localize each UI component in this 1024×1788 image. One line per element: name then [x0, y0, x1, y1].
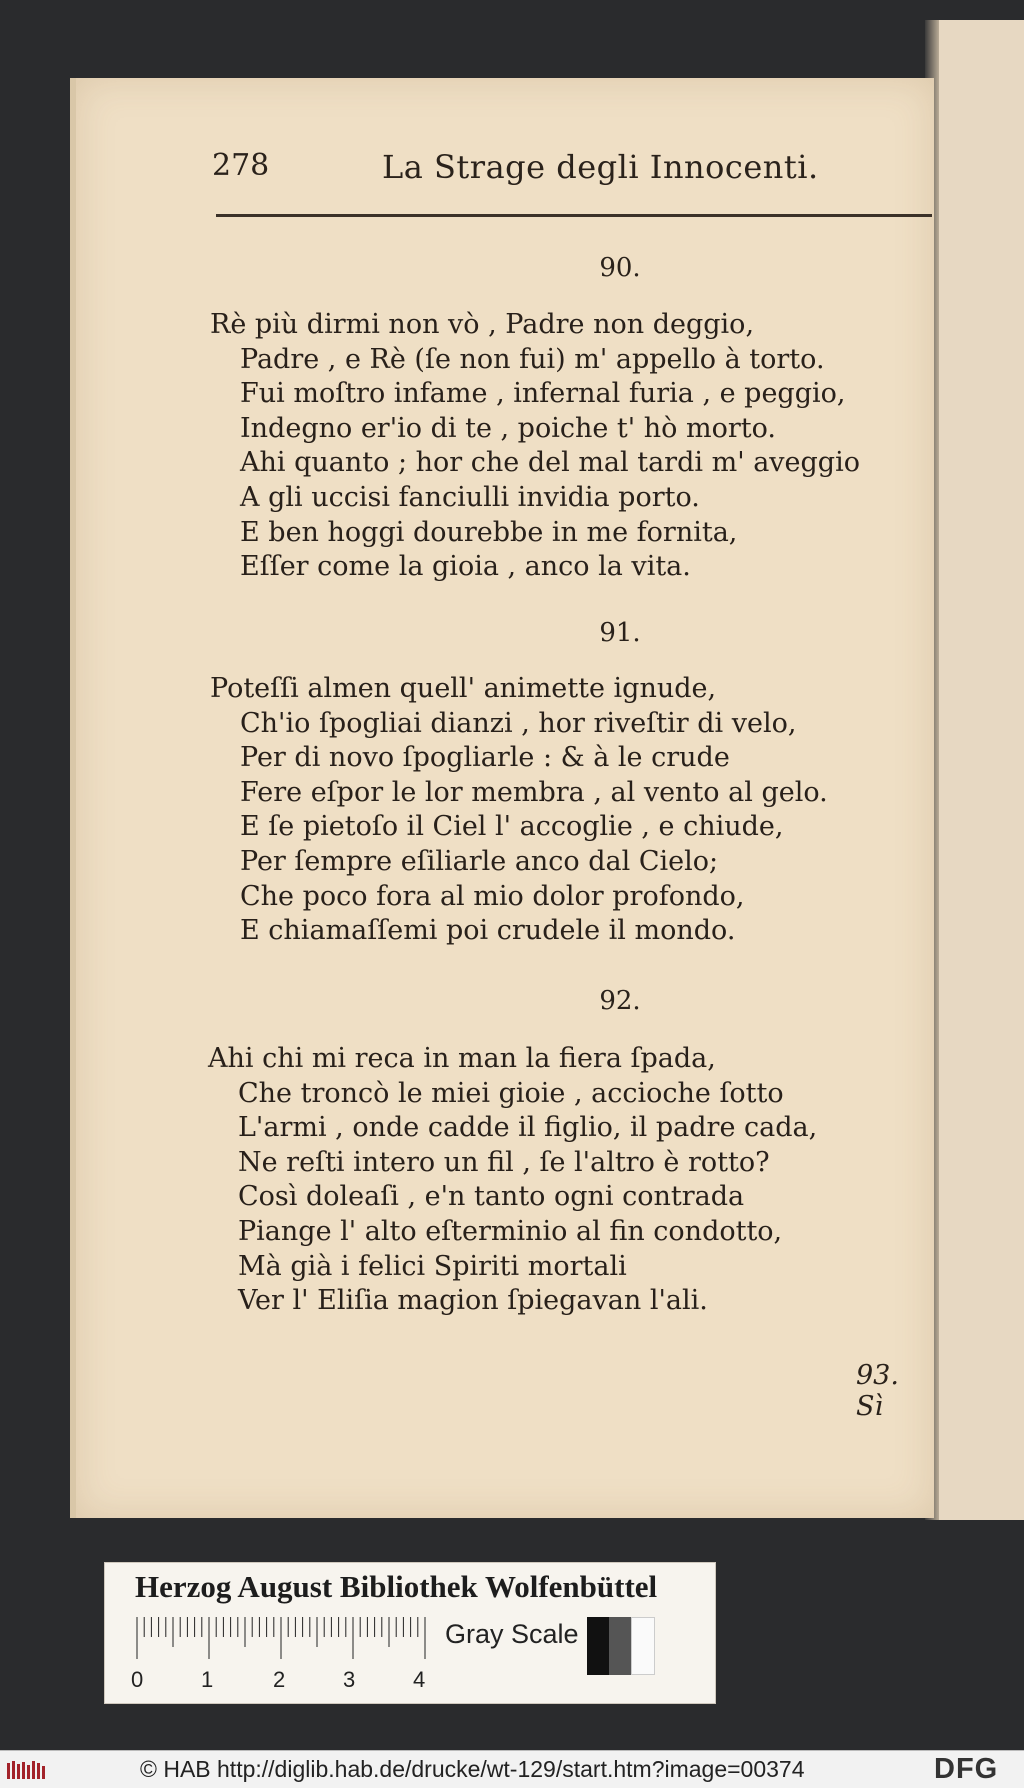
ruler-label: 1 — [201, 1667, 214, 1692]
verse-line: Così doleaſi , e'n tanto ogni contrada — [238, 1181, 745, 1213]
gray-patch-white — [631, 1617, 655, 1675]
verse-line: E chiamaſſemi poi crudele il mondo. — [240, 915, 736, 947]
verse-line: Che poco fora al mio dolor profondo, — [240, 880, 745, 912]
verse-line: Che troncò le miei gioie , accioche ſotto — [238, 1077, 784, 1109]
catchword: 93. Sì — [856, 1360, 899, 1422]
adjacent-page — [935, 20, 1024, 1520]
verse-line: Padre , e Rè (ſe non fui) m' appello à torto. — [240, 343, 825, 375]
verse-line: Eſſer come la gioia , anco la vita. — [240, 551, 691, 583]
verse-line: Rè più dirmi non vò , Padre non deggio, — [210, 309, 755, 340]
verse-line: Poteſſi almen quell' animette ignude, — [210, 673, 717, 704]
page-number: 278 — [212, 148, 270, 183]
verse-line: E ben hoggi dourebbe in me fornita, — [240, 516, 738, 548]
verse-line: Ahi quanto ; hor che del mal tardi m' aveggio — [240, 447, 860, 479]
verse-line: Fui moſtro infame , infernal furia , e peggio, — [240, 378, 846, 410]
ruler-label: 4 — [413, 1667, 426, 1692]
hab-logo-icon — [6, 1759, 48, 1781]
gray-patch-dark — [609, 1617, 631, 1675]
stanza-number: 90. — [599, 253, 641, 283]
book-page — [76, 78, 934, 1518]
stanza-91 — [210, 672, 828, 949]
verse-line: Piange l' alto eſterminio al fin condotto, — [238, 1215, 783, 1247]
stanza-92 — [208, 1042, 817, 1319]
ruler-scale — [135, 1615, 433, 1661]
dfg-logo: DFG — [934, 1753, 999, 1785]
verse-line: A gli uccisi fanciulli invidia porto. — [240, 481, 700, 513]
verse-line: Ch'io ſpogliai dianzi , hor riveſtir di velo, — [240, 707, 797, 739]
footer-bar — [0, 1750, 1024, 1788]
gray-scale-label: Gray Scale — [445, 1619, 579, 1649]
verse-line: Ver l' Eliſia magion ſpiegavan l'ali. — [238, 1285, 708, 1317]
verse-line: Fere eſpor le lor membra , al vento al gelo. — [240, 776, 828, 808]
verse-line: Ahi chi mi reca in man la fiera ſpada, — [208, 1043, 716, 1074]
verse-line: Per ſempre eſiliarle anco dal Cielo; — [240, 845, 719, 877]
stanza-number: 91. — [599, 618, 641, 648]
ruler-label: 0 — [131, 1667, 144, 1692]
running-title: La Strage degli Innocenti. — [382, 148, 819, 186]
stanza-number: 92. — [599, 986, 641, 1016]
ruler-label: 2 — [273, 1667, 286, 1692]
source-url[interactable]: © HAB http://diglib.hab.de/drucke/wt-129/start.htm?image=00374 — [140, 1756, 805, 1782]
stanza-90 — [210, 308, 860, 585]
verse-line: Mà già i felici Spiriti mortali — [238, 1250, 627, 1282]
verse-line: L'armi , onde cadde il figlio, il padre cada, — [238, 1112, 818, 1144]
gray-patch-black — [587, 1617, 609, 1675]
verse-line: Per di novo ſpogliarle : & à le crude — [240, 742, 730, 774]
verse-line: Indegno er'io di te , poiche t' hò morto. — [240, 412, 776, 444]
verse-line: E ſe pietoſo il Ciel l' accoglie , e chiude, — [240, 811, 784, 843]
header-rule — [216, 214, 932, 217]
ruler-label: 3 — [343, 1667, 356, 1692]
color-target — [104, 1562, 716, 1704]
verse-line: Ne reſti intero un fil , ſe l'altro è rotto? — [238, 1146, 770, 1178]
library-name: Herzog August Bibliothek Wolfenbüttel — [135, 1569, 658, 1604]
